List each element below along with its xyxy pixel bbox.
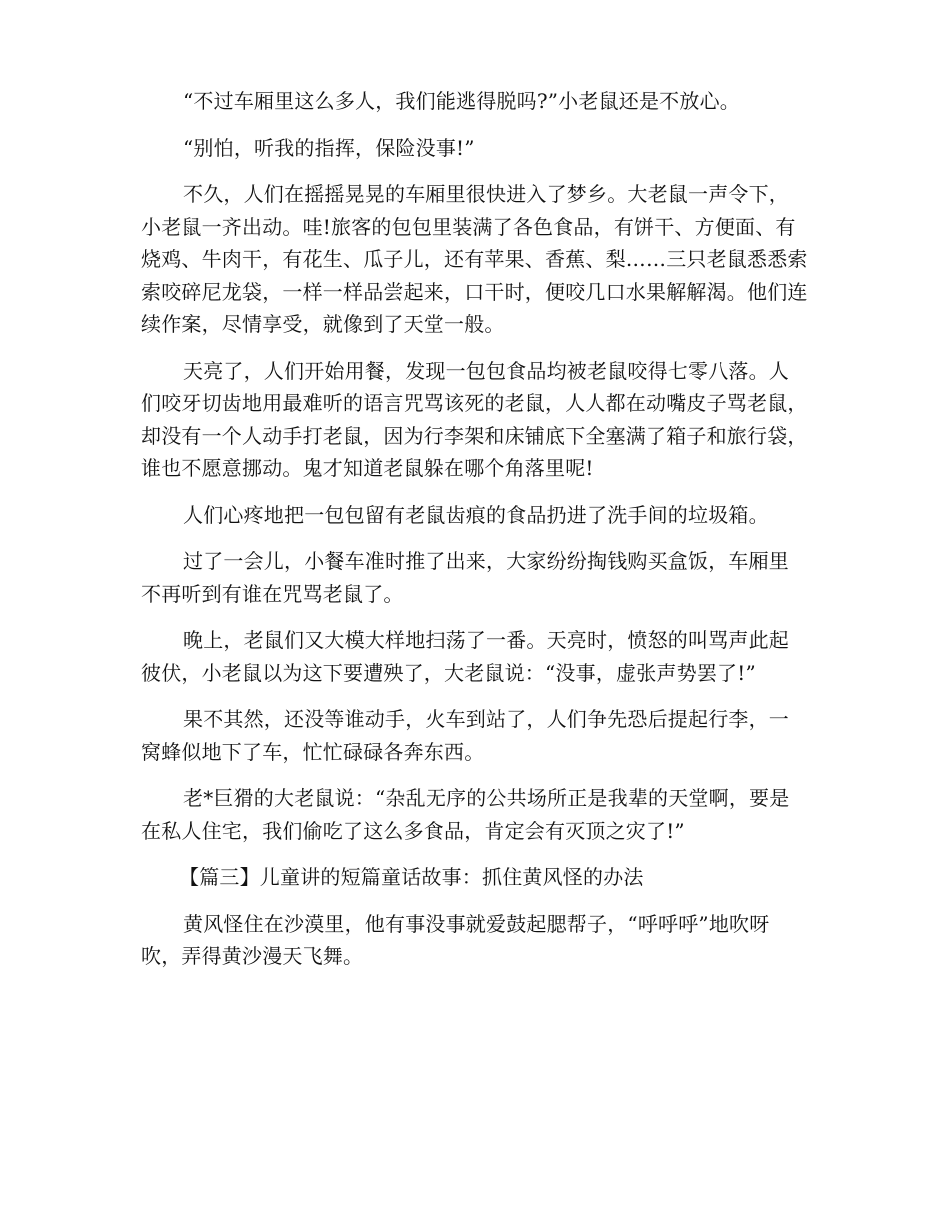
paragraph-1: “不过车厢里这么多人，我们能逃得脱吗?”小老鼠还是不放心。 [183,89,740,113]
paragraph-3: 不久，人们在摇摇晃晃的车厢里很快进入了梦乡。大老鼠一声令下，小老鼠一齐出动。哇!旅客的包包里装满了各色食品，有饼干、方便面、有烧鸡、牛肉干，有花生、瓜子儿，还有苹果、香蕉、梨……三只老鼠悉悉索索咬碎尼龙袋，一样一样品尝起来，口干时，便咬几口水果解解渴。他们连续作案，尽情享受，就像到了天堂一般。 [141,182,808,336]
paragraph-10: 黄风怪住在沙漠里，他有事没事就爱鼓起腮帮子，“呼呼呼”地吹呀吹，弄得黄沙漫天飞舞。 [141,911,770,968]
paragraph-9: 老*巨猾的大老鼠说：“杂乱无序的公共场所正是我辈的天堂啊，要是在私人住宅，我们偷吃了这么多食品，肯定会有灭顶之灾了!” [141,786,790,843]
document-body [141,85,809,987]
section-heading: 【篇三】儿童讲的短篇童话故事：抓住黄风怪的办法 [179,865,644,889]
paragraph-5: 人们心疼地把一包包留有老鼠齿痕的食品扔进了洗手间的垃圾箱。 [183,502,769,527]
paragraph-4: 天亮了，人们开始用餐，发现一包包食品均被老鼠咬得七零八落。人们咬牙切齿地用最难听的语言咒骂该死的老鼠，人人都在动嘴皮子骂老鼠，却没有一个人动手打老鼠，因为行李架和床铺底下全塞满了箱子和旅行袋，谁也不愿意挪动。鬼才知道老鼠躲在哪个角落里呢! [141,358,808,480]
paragraph-2: “别怕，听我的指挥，保险没事!” [183,135,475,160]
paragraph-8: 果不其然，还没等谁动手，火车到站了，人们争先恐后提起行李，一窝蜂似地下了车，忙忙碌碌各奔东西。 [141,707,789,764]
paragraph-7: 晚上，老鼠们又大模大样地扫荡了一番。天亮时，愤怒的叫骂声此起彼伏，小老鼠以为这下要遭殃了，大老鼠说：“没事，虚张声势罢了!” [141,628,789,685]
paragraph-6: 过了一会儿，小餐车准时推了出来，大家纷纷掏钱购买盒饭，车厢里不再听到有谁在咒骂老鼠了。 [141,549,789,606]
